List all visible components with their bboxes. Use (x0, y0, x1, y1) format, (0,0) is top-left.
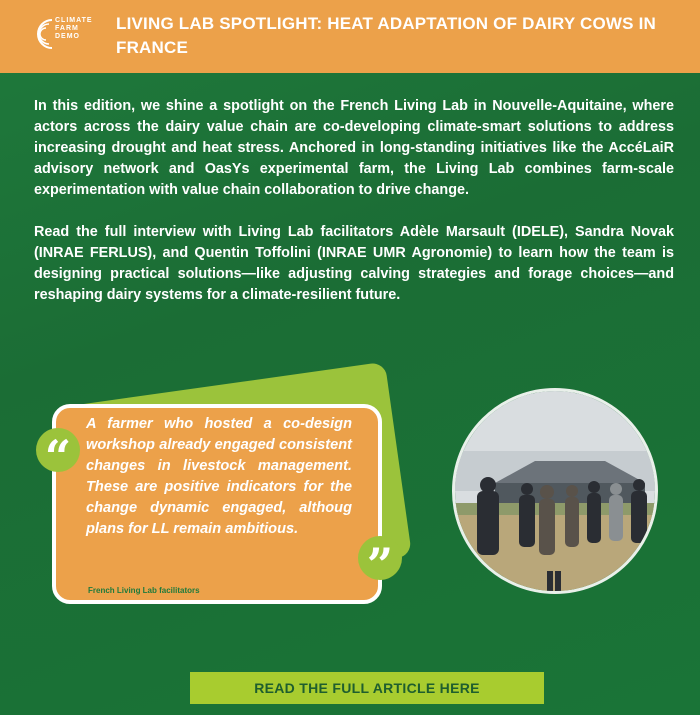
header-banner (0, 0, 700, 73)
intro-paragraph-1: In this edition, we shine a spotlight on the French Living Lab in Nouvelle-Aquitaine, where actors across the dairy value chain are co-developing climate-smart solutions to address increasing drought and heat stress. Anchored in long-standing initiatives like the AccéLaiR advisory network and OasYs experimental farm, the Living Lab combines farm-scale experimentation with value chain collaboration to drive change. (34, 98, 674, 198)
open-quote-icon: “ (36, 428, 80, 472)
read-article-button[interactable]: READ THE FULL ARTICLE HERE (190, 672, 544, 704)
intro-paragraph-2: Read the full interview with Living Lab facilitators Adèle Marsault (IDELE), Sandra Novak (INRAE FERLUS), and Quentin Toffolini (INRAE UMR Agronomie) to learn how the team is designing practical solutions—like adjusting calving strategies and forage choices—and reshaping dairy systems for a climate-resilient future. (34, 224, 674, 303)
quote-card (52, 404, 382, 604)
quote-attribution: French Living Lab facilitators (88, 586, 200, 595)
page-title: LIVING LAB SPOTLIGHT: HEAT ADAPTATION OF DAIRY COWS IN FRANCE (116, 14, 656, 57)
close-quote-icon: ” (358, 536, 402, 580)
intro-text (34, 96, 674, 306)
quote-text: A farmer who hosted a co-design workshop already engaged consistent changes in livestock management. These are positive indicators for the change dynamic engaged, althoug plans for LL remain ambitious. (86, 416, 352, 537)
logo-text: CLIMATE FARM DEMO (55, 17, 93, 40)
farm-visit-photo (452, 388, 658, 594)
